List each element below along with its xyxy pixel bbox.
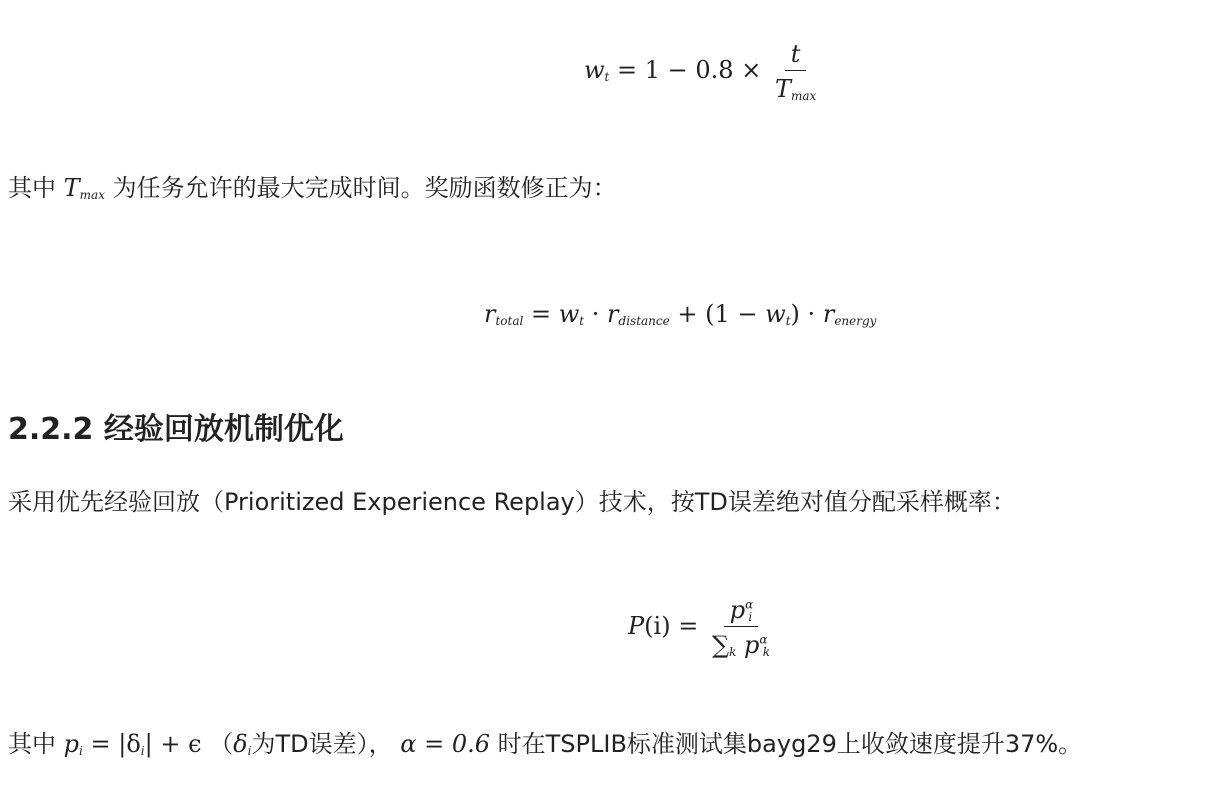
eq1-lhs: $w_t$ (584, 56, 610, 84)
eq3-denominator: $\sum_k$ $p^\alpha_k$ (711, 631, 770, 659)
eq3-numerator: $p^\alpha_i$ (724, 596, 759, 627)
equation-weight (584, 40, 822, 103)
eq1-denominator: $T_{max}$ (774, 75, 817, 103)
pi-formula: $p_i = |\delta_i| + \epsilon$ (63, 730, 202, 758)
tmax-var: $T_{max}$ (63, 174, 105, 202)
section-heading: 2.2.2 经验回放机制优化 (8, 412, 344, 447)
equation-priority: P(i) = $\frac{p^\alpha_i}{\sum_k p^\alpha_k}$ (628, 596, 770, 659)
paragraph-per: 采用优先经验回放（Prioritized Experience Replay）技术，按TD误差绝对值分配采样概率： (8, 488, 1016, 516)
eq3-fraction (712, 596, 770, 659)
equation-reward: $r_{total} = w_t \cdot r_{distance} + (1 - w_t) \cdot r_{energy}$ (484, 300, 877, 328)
alpha-value: α = 0.6 (400, 730, 490, 758)
eq1-fraction (775, 40, 816, 103)
delta-var: $\delta_i$ (233, 730, 252, 758)
eq1-rhs-prefix: 1 − 0.8 × (644, 56, 762, 84)
paragraph-result: 其中 $p_i = |\delta_i| + \epsilon$ （$\delta_i$为TD误差）， α = 0.6 时在TSPLIB标准测试集bayg29上收敛速度提升37%。 (8, 730, 1083, 758)
eq1-equals: = (617, 56, 638, 84)
paragraph-tmax: 其中 $T_{max}$ 为任务允许的最大完成时间。奖励函数修正为： (8, 174, 617, 202)
eq1-numerator: t (785, 40, 807, 71)
